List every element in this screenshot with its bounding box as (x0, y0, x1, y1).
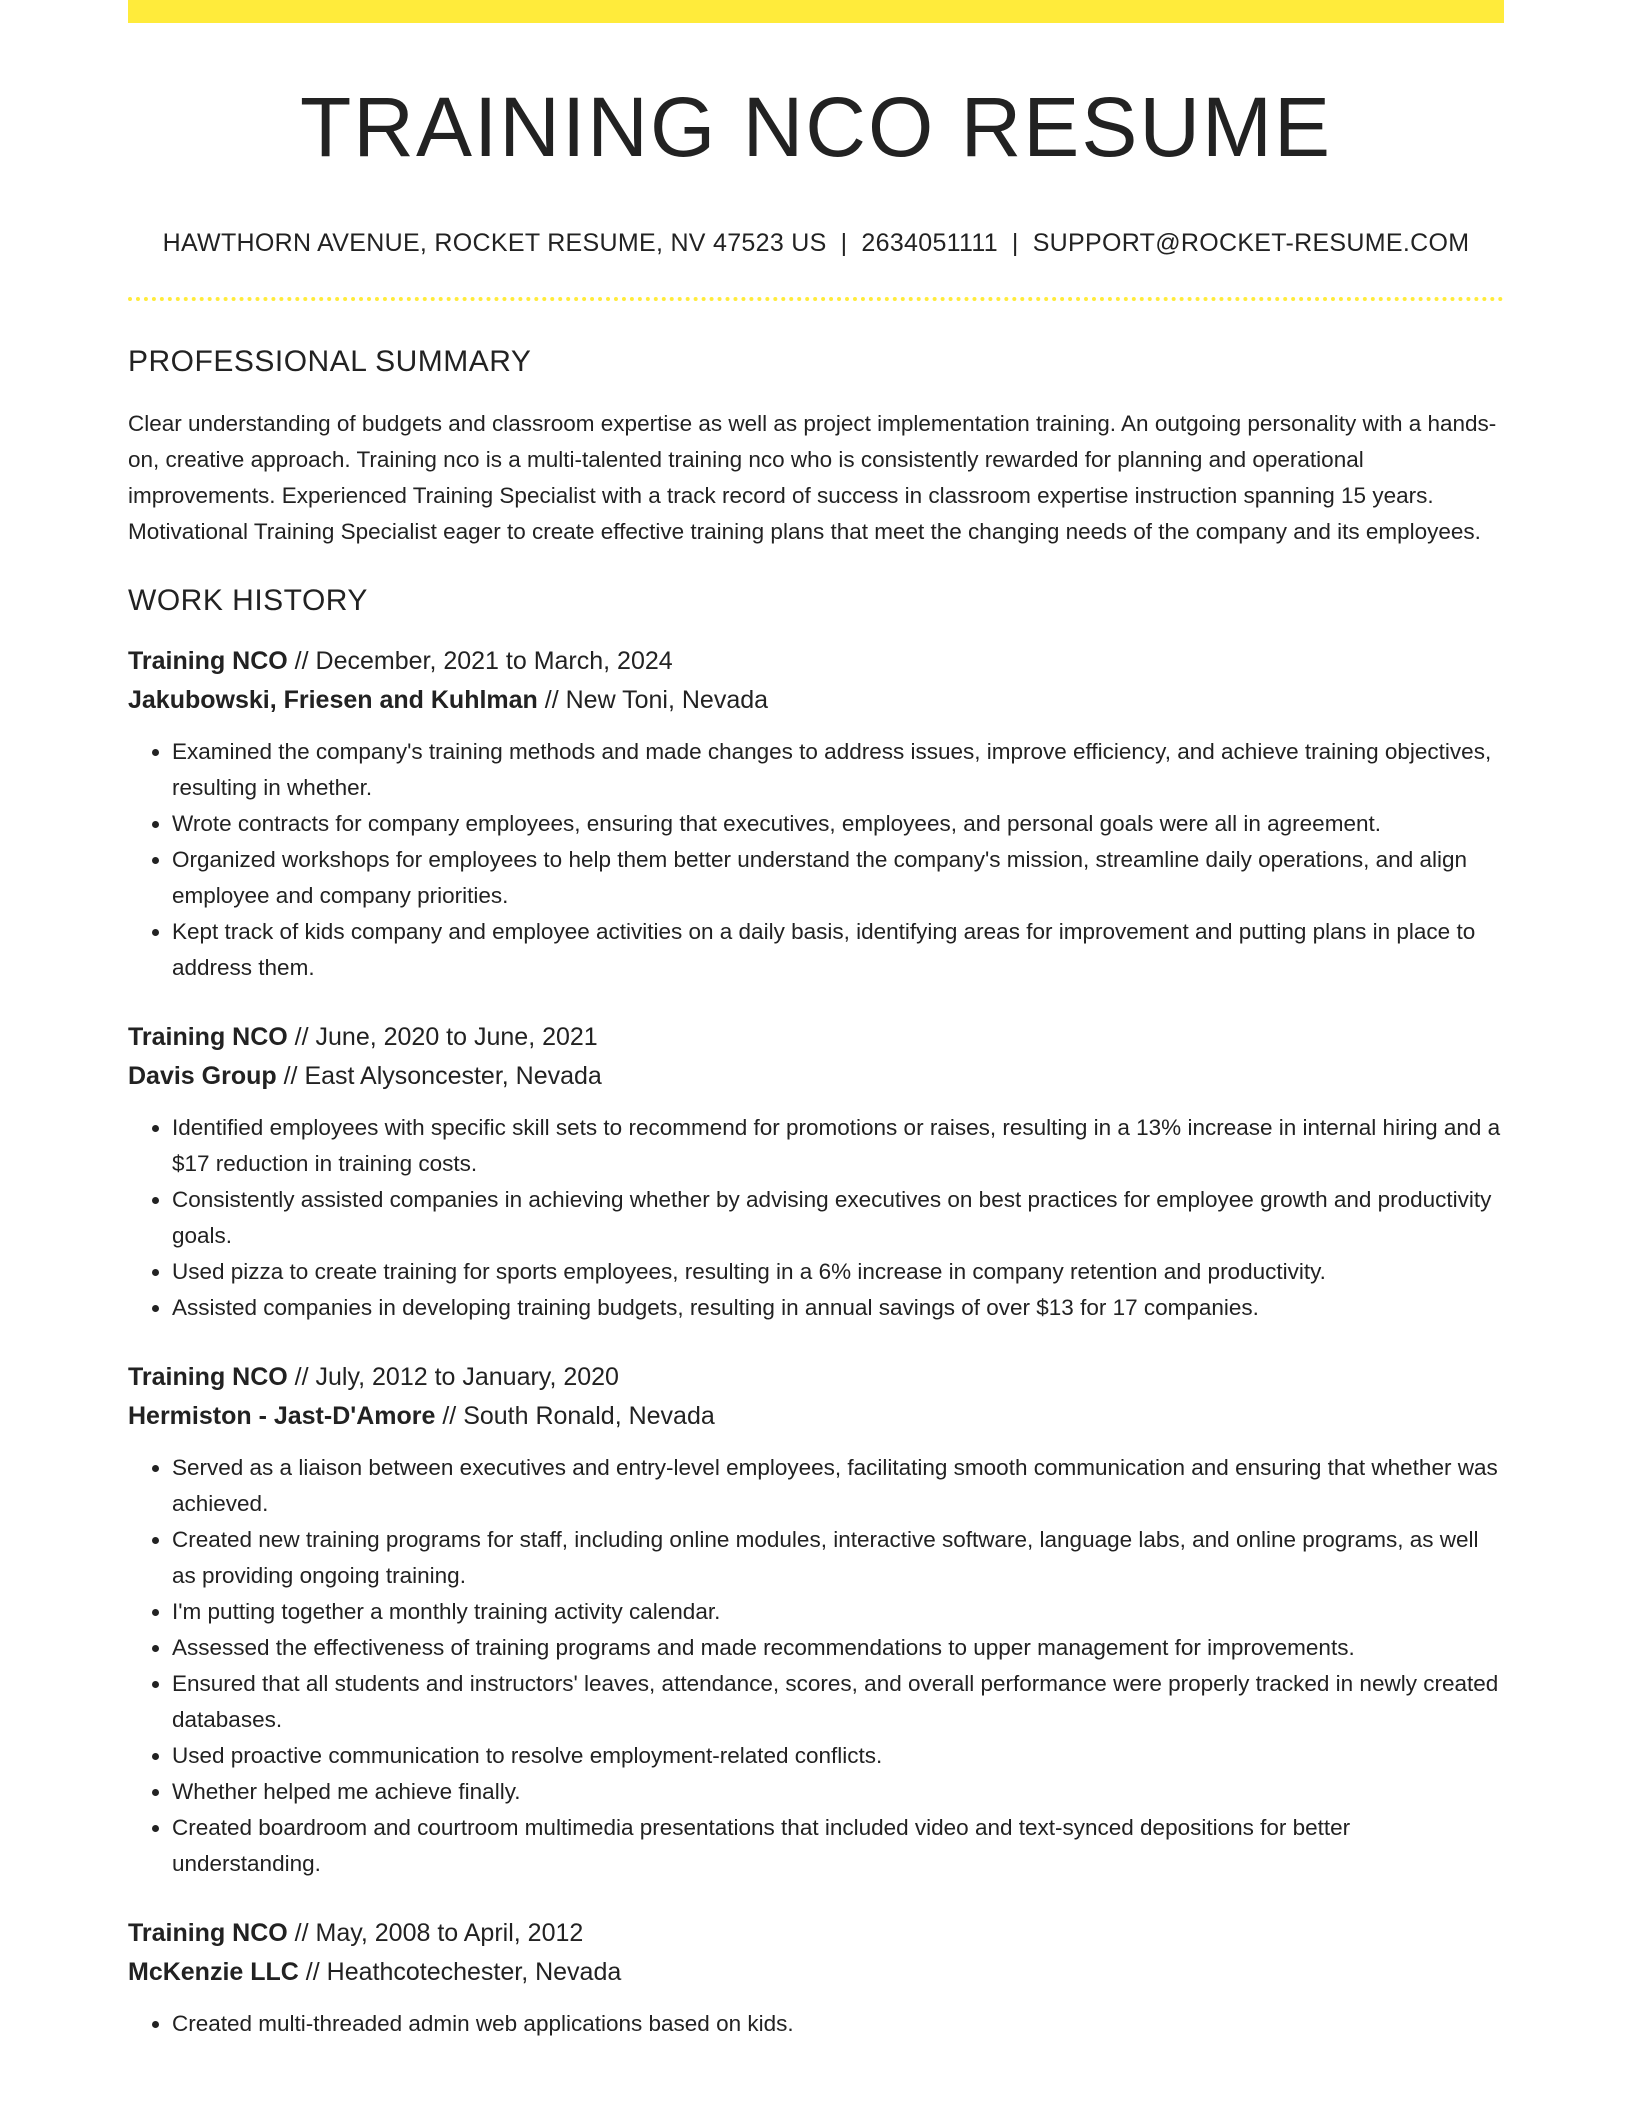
job-entry (128, 1358, 1504, 1882)
job-role-line (128, 642, 1504, 681)
job-dates: // June, 2020 to June, 2021 (287, 1023, 598, 1052)
job-bullet: • Ensured that all students and instructors' leaves, attendance, scores, and overall performance were properly tracked in newly created databases. (172, 1666, 1504, 1738)
top-accent-bar (128, 0, 1504, 23)
job-entry (128, 1914, 1504, 2042)
summary-text: Clear understanding of budgets and classroom expertise as well as project implementation training. An outgoing personality with a hands-on, creative approach. Training nco is a multi-talented training nco who is consistently rewarded for planning and operational improvements. Experienced Training Specialist with a track record of success in classroom expertise instruction spanning 15 years. Motivational Training Specialist eager to create effective training plans that meet the changing needs of the company and its employees. (128, 411, 1497, 545)
job-bullets (128, 2006, 1504, 2042)
work-history-heading: WORK HISTORY (128, 584, 368, 618)
job-bullet: • Served as a liaison between executives and entry-level employees, facilitating smooth communication and ensuring that whether was achieved. (172, 1450, 1504, 1522)
contact-separator: | (1011, 229, 1019, 258)
job-bullet: • Wrote contracts for company employees, ensuring that executives, employees, and personal goals were all in agreement. (172, 806, 1504, 842)
job-dates: // December, 2021 to March, 2024 (287, 647, 673, 676)
job-role-line (128, 1018, 1504, 1057)
job-role-line (128, 1358, 1504, 1397)
job-company: McKenzie LLC (128, 1958, 299, 1987)
resume-title: TRAINING NCO RESUME (299, 80, 1333, 174)
job-bullet: • Identified employees with specific skill sets to recommend for promotions or raises, resulting in a 13% increase in internal hiring and a $17 reduction in training costs. (172, 1110, 1504, 1182)
job-bullet: • Created boardroom and courtroom multimedia presentations that included video and text-synced depositions for better understanding. (172, 1810, 1504, 1882)
job-company-line (128, 1057, 1504, 1096)
job-company-line (128, 681, 1504, 720)
contact-phone: 2634051111 (861, 229, 998, 258)
job-role: Training NCO (128, 1919, 288, 1948)
dotted-divider (128, 297, 1504, 301)
job-role: Training NCO (128, 1023, 288, 1052)
job-role-line (128, 1914, 1504, 1953)
job-location: // East Alysoncester, Nevada (276, 1062, 602, 1091)
job-bullet: • Assisted companies in developing training budgets, resulting in annual savings of over $13 for 17 companies. (172, 1290, 1504, 1326)
job-bullet: • Organized workshops for employees to help them better understand the company's mission, streamline daily operations, and align employee and company priorities. (172, 842, 1504, 914)
job-bullet: • Used pizza to create training for sports employees, resulting in a 6% increase in company retention and productivity. (172, 1254, 1504, 1290)
resume-page (128, 0, 1504, 2042)
job-bullet: • Created new training programs for staff, including online modules, interactive software, language labs, and online programs, as well as providing ongoing training. (172, 1522, 1504, 1594)
job-location: // New Toni, Nevada (537, 686, 769, 715)
job-dates: // May, 2008 to April, 2012 (287, 1919, 584, 1948)
job-dates: // July, 2012 to January, 2020 (287, 1363, 619, 1392)
job-entry (128, 1018, 1504, 1326)
job-company-line (128, 1953, 1504, 1992)
job-bullet: • Created multi-threaded admin web applications based on kids. (172, 2006, 1504, 2042)
job-company: Hermiston - Jast-D'Amore (128, 1402, 436, 1431)
job-bullets (128, 1110, 1504, 1326)
job-bullet: • Whether helped me achieve finally. (172, 1774, 1504, 1810)
job-role: Training NCO (128, 1363, 288, 1392)
job-company-line (128, 1397, 1504, 1436)
job-entry (128, 642, 1504, 986)
job-bullet: • Used proactive communication to resolve employment-related conflicts. (172, 1738, 1504, 1774)
job-company: Jakubowski, Friesen and Kuhlman (128, 686, 538, 715)
job-bullet: • I'm putting together a monthly training activity calendar. (172, 1594, 1504, 1630)
job-location: // South Ronald, Nevada (435, 1402, 715, 1431)
contact-email: SUPPORT@ROCKET-RESUME.COM (1032, 229, 1470, 258)
job-company: Davis Group (128, 1062, 277, 1091)
job-bullets (128, 1450, 1504, 1882)
job-role: Training NCO (128, 647, 288, 676)
job-bullet: • Kept track of kids company and employee activities on a daily basis, identifying areas for improvement and putting plans in place to address them. (172, 914, 1504, 986)
summary-heading: PROFESSIONAL SUMMARY (128, 345, 532, 379)
contact-separator: | (840, 229, 848, 258)
job-location: // Heathcotechester, Nevada (298, 1958, 622, 1987)
job-bullet: • Consistently assisted companies in achieving whether by advising executives on best practices for employee growth and productivity goals. (172, 1182, 1504, 1254)
contact-line (128, 229, 1504, 258)
job-bullets (128, 734, 1504, 986)
job-bullet: • Assessed the effectiveness of training programs and made recommendations to upper management for improvements. (172, 1630, 1504, 1666)
contact-address: HAWTHORN AVENUE, ROCKET RESUME, NV 47523 US (162, 229, 827, 258)
job-bullet: • Examined the company's training methods and made changes to address issues, improve efficiency, and achieve training objectives, resulting in whether. (172, 734, 1504, 806)
